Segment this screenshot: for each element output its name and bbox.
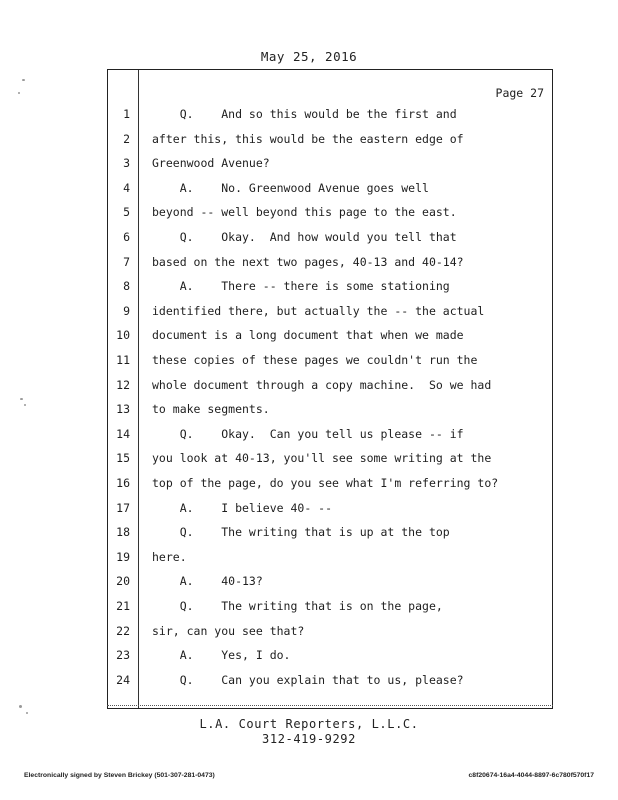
line-number: 21 [116,599,130,613]
line-text: Q. And so this would be the first and [152,107,457,121]
document-date: May 25, 2016 [260,49,358,64]
transcript-line [108,378,554,394]
line-text: document is a long document that when we made [152,328,464,343]
line-text: whole document through a copy machine. So we had [152,377,492,392]
document-hash: c8f20674-16a4-4044-8897-6c780f570f17 [468,772,594,779]
transcript-line [108,648,554,664]
transcript-line [108,230,554,246]
line-number: 24 [116,672,130,687]
line-number: 9 [123,303,130,318]
reporter-phone: 312-419-9292 [262,732,356,746]
line-number: 12 [116,377,130,392]
line-number: 10 [116,328,130,343]
line-text: top of the page, do you see what I'm referring to? [152,476,499,490]
line-number: 20 [116,574,130,589]
line-text: Q. Can you explain that to us, please? [152,672,464,687]
transcript-line [108,402,554,418]
line-text: Q. The writing that is on the page, [152,599,443,613]
line-number: 3 [123,156,130,171]
footer-divider [107,705,553,706]
transcript-line [108,476,554,492]
scan-speck [24,404,26,406]
transcript-line [108,574,554,590]
line-text: A. No. Greenwood Avenue goes well [152,180,429,195]
line-text: identified there, but actually the -- the actual [152,303,485,318]
line-number: 23 [116,648,130,663]
transcript-line [108,107,554,123]
transcript-line [108,156,554,172]
line-number: 18 [116,525,130,540]
transcript-line [108,624,554,640]
transcript-line [108,328,554,344]
line-number: 4 [123,180,130,195]
scan-speck [18,92,20,94]
line-number: 16 [116,476,130,490]
line-text: A. I believe 40- -- [152,500,333,515]
line-number: 19 [116,549,130,564]
line-text: these copies of these pages we couldn't run the [152,353,478,367]
line-text: to make segments. [152,402,270,417]
transcript-line [108,304,554,320]
line-text: after this, this would be the eastern edge of [152,131,464,146]
line-number: 2 [123,131,130,146]
transcript-line [108,673,554,689]
esignature-note: Electronically signed by Steven Brickey (501-307-281-0473) [24,772,215,779]
transcript-line [108,255,554,271]
line-text: here. [152,549,187,564]
line-text: beyond -- well beyond this page to the east. [152,205,457,220]
scan-speck [20,398,23,400]
line-number: 11 [116,353,130,367]
line-text: Q. The writing that is up at the top [152,525,450,540]
scan-speck [26,712,28,714]
line-text: A. Yes, I do. [152,648,291,663]
scan-speck [22,79,25,81]
line-number: 15 [116,451,130,466]
line-number: 6 [123,230,130,244]
line-number: 13 [116,402,130,417]
transcript-line [108,279,554,295]
line-text: based on the next two pages, 40-13 and 40-14? [152,254,464,269]
transcript-line [108,427,554,443]
line-number: 17 [116,500,130,515]
line-text: Q. Okay. And how would you tell that [152,230,457,244]
line-number: 7 [123,254,130,269]
line-number: 5 [123,205,130,220]
transcript-line [108,181,554,197]
transcript-line [108,451,554,467]
line-text: A. There -- there is some stationing [152,279,450,294]
transcript-line [108,501,554,517]
transcript-line [108,599,554,615]
line-text: you look at 40-13, you'll see some writing at the [152,451,492,466]
transcript-line [108,132,554,148]
line-text: sir, can you see that? [152,623,305,638]
line-text: A. 40-13? [152,574,263,589]
line-number: 14 [116,426,130,441]
line-text: Q. Okay. Can you tell us please -- if [152,426,464,441]
scan-speck [19,705,22,708]
line-text: Greenwood Avenue? [152,156,270,171]
transcript-line [108,525,554,541]
reporter-company: L.A. Court Reporters, L.L.C. [199,717,419,731]
transcript-line [108,205,554,221]
transcript-line [108,353,554,369]
line-number: 1 [123,107,130,121]
page-number: Page 27 [495,86,544,100]
transcript-page-frame [107,69,553,709]
line-number: 22 [116,623,130,638]
transcript-line [108,550,554,566]
line-number: 8 [123,279,130,294]
